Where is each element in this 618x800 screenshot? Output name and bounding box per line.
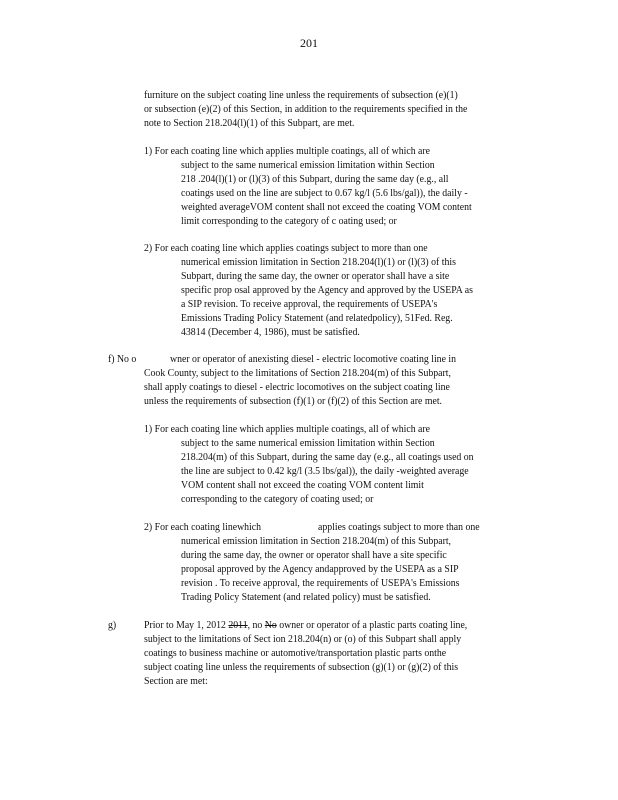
text-line: numerical emission limitation in Section 218.204(l)(1) or (l)(3) of this [181, 257, 456, 268]
text-line: shall apply coatings to diesel - electric locomotives on the subject coating line [144, 382, 450, 393]
deleted-text: No [264, 620, 277, 631]
text-line: Cook County, subject to the limitations of Section 218.204(m) of this Subpart, [144, 368, 451, 379]
text-line: specific prop osal approved by the Agency and approved by the USEPA as [181, 285, 473, 296]
text-line: applies coatings subject to more than one [318, 522, 480, 533]
text-line: Subpart, during the same day, the owner or operator shall have a site [181, 271, 450, 282]
text-line: Emissions Trading Policy Statement (and relatedpolicy), 51Fed. Reg. [181, 313, 453, 324]
text-line: limit corresponding to the category of c oating used; or [181, 216, 397, 227]
text-line: VOM content shall not exceed the coating VOM content limit [181, 480, 424, 491]
text-segment: owner or operator of a plastic parts coating line, [276, 620, 468, 631]
text-line: 2) For each coating line which applies coatings subject to more than one [144, 243, 428, 254]
text-line: coatings to business machine or automotive/transportation plastic parts onthe [144, 648, 447, 659]
text-line: subject to the same numerical emission limitation within Section [181, 160, 435, 171]
text-line: 1) For each coating line which applies multiple coatings, all of which are [144, 146, 431, 157]
text-line: subject coating line unless the requirements of subsection (g)(1) or (g)(2) of this [144, 662, 459, 673]
paragraph-label: f) No o [108, 354, 137, 365]
text-line: revision . To receive approval, the requirements of USEPA's Emissions [181, 578, 460, 589]
text-line: proposal approved by the Agency andapproved by the USEPA as a SIP [181, 564, 459, 575]
deleted-text: 2011 [228, 620, 248, 631]
text-line [144, 620, 467, 632]
text-line: during the same day, the owner or operator shall have a site specific [181, 550, 447, 561]
text-line: or subsection (e)(2) of this Section, in addition to the requirements specified in the [144, 104, 468, 115]
text-line: Section are met: [144, 676, 208, 687]
inserted-text: , no [247, 620, 263, 631]
text-line: 43814 (December 4, 1986), must be satisfied. [181, 327, 360, 338]
text-line: 2) For each coating linewhich [144, 522, 262, 533]
text-line: the line are subject to 0.42 kg/l (3.5 lbs/gal)), the daily -weighted average [181, 466, 469, 477]
page-number: 201 [300, 36, 318, 50]
text-line: 218 .204(l)(1) or (l)(3) of this Subpart, during the same day (e.g., all [181, 174, 449, 185]
text-line: furniture on the subject coating line unless the requirements of subsection (e)(1) [144, 90, 458, 101]
paragraph-label: g) [108, 620, 117, 631]
inserted-text: Prior to May 1, 2012 [144, 620, 226, 631]
text-line: 218.204(m) of this Subpart, during the same day (e.g., all coatings used on [181, 452, 474, 463]
text-line: subject to the same numerical emission limitation within Section [181, 438, 435, 449]
text-line: wner or operator of anexisting diesel - electric locomotive coating line in [170, 354, 457, 365]
text-line: a SIP revision. To receive approval, the requirements of USEPA's [181, 299, 438, 310]
text-line: weighted averageVOM content shall not exceed the coating VOM content [181, 202, 472, 213]
text-line: numerical emission limitation in Section 218.204(m) of this Subpart, [181, 536, 452, 547]
text-line: subject to the limitations of Sect ion 218.204(n) or (o) of this Subpart shall apply [144, 634, 462, 645]
text-line: corresponding to the category of coating used; or [181, 494, 374, 505]
text-line: coatings used on the line are subject to 0.67 kg/l (5.6 lbs/gal)), the daily - [181, 188, 468, 199]
text-line: unless the requirements of subsection (f)(1) or (f)(2) of this Section are met. [144, 396, 442, 407]
text-line: 1) For each coating line which applies multiple coatings, all of which are [144, 424, 431, 435]
text-line: note to Section 218.204(l)(1) of this Subpart, are met. [144, 118, 355, 129]
text-line: Trading Policy Statement (and related policy) must be satisfied. [181, 592, 431, 603]
